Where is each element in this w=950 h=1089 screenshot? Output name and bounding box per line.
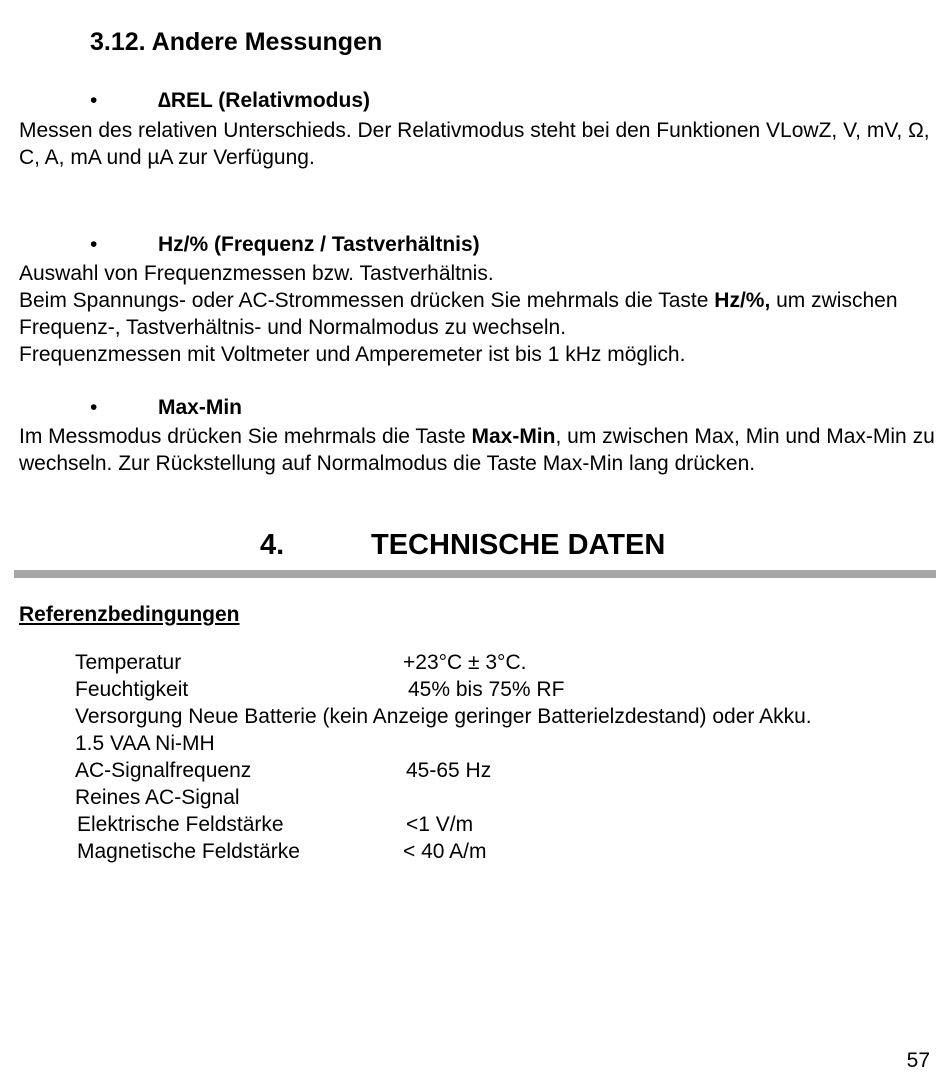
spec-humidity-value: 45% bis 75% RF [408, 678, 565, 701]
spec-acsignal-label: Reines AC-Signal [75, 786, 240, 809]
hz-line-3: Frequenzmessen mit Voltmeter und Amperemeter ist bis 1 kHz möglich. [19, 343, 686, 366]
hz-line-1: Auswahl von Frequenzmessen bzw. Tastverhältnis. [19, 262, 494, 285]
spec-temperature-value: +23°C ± 3°C. [403, 651, 527, 674]
spec-mfield-value: < 40 A/m [403, 840, 487, 863]
rel-paragraph: Messen des relativen Unterschieds. Der Relativmodus steht bei den Funktionen VLowZ, V, mV, Ω, C, A, mA und µA zur Verfügung. [19, 119, 930, 169]
spec-mfield-label: Magnetische Feldstärke [77, 840, 300, 863]
chapter-divider [14, 570, 936, 578]
bullet-heading-text: ∆REL (Relativmodus) [158, 89, 370, 112]
hz-line-2b: um zwischen Frequenz-, Tastverhältnis- und Normalmodus zu wechseln. [19, 289, 898, 339]
bullet-dot: • [90, 396, 98, 419]
spec-acfreq-value: 45-65 Hz [406, 759, 492, 782]
hz-line-2a: Beim Spannungs- oder AC-Strommessen drücken Sie mehrmals die Taste [19, 289, 715, 312]
bullet-heading-text: Hz/% (Frequenz / Tastverhältnis) [158, 233, 480, 256]
spec-efield-label: Elektrische Feldstärke [77, 813, 284, 836]
chapter-number: 4. [260, 529, 285, 561]
maxmin-key-label: Max-Min [471, 425, 556, 448]
hz-key-label: Hz/%, [714, 289, 771, 312]
hz-paragraph [19, 260, 939, 368]
bullet-dot: • [90, 89, 98, 112]
bullet-heading-text: Max-Min [158, 396, 242, 419]
section-number: 3.12. [90, 28, 146, 56]
maxmin-paragraph [19, 423, 939, 477]
spec-supply-line-2: 1.5 VAA Ni-MH [75, 732, 215, 755]
spec-humidity-label: Feuchtigkeit [75, 678, 189, 701]
reference-heading: Referenzbedingungen [19, 603, 240, 626]
section-title-text: Andere Messungen [151, 28, 383, 56]
maxmin-text-b: , um zwischen Max, Min und Max-Min zu wechseln. Zur Rückstellung auf Normalmodus die Taste Max-Min lang drücken. [19, 425, 935, 475]
bullet-dot: • [90, 233, 98, 256]
maxmin-text-a: Im Messmodus drücken Sie mehrmals die Taste [19, 425, 472, 448]
page-number: 57 [906, 1049, 930, 1072]
chapter-title: TECHNISCHE DATEN [371, 529, 666, 561]
section-title [90, 28, 382, 57]
spec-acfreq-label: AC-Signalfrequenz [75, 759, 252, 782]
spec-temperature-label: Temperatur [75, 651, 182, 674]
spec-efield-value: <1 V/m [406, 813, 474, 836]
spec-supply-line: Versorgung Neue Batterie (kein Anzeige geringer Batterielzdestand) oder Akku. [75, 705, 812, 728]
